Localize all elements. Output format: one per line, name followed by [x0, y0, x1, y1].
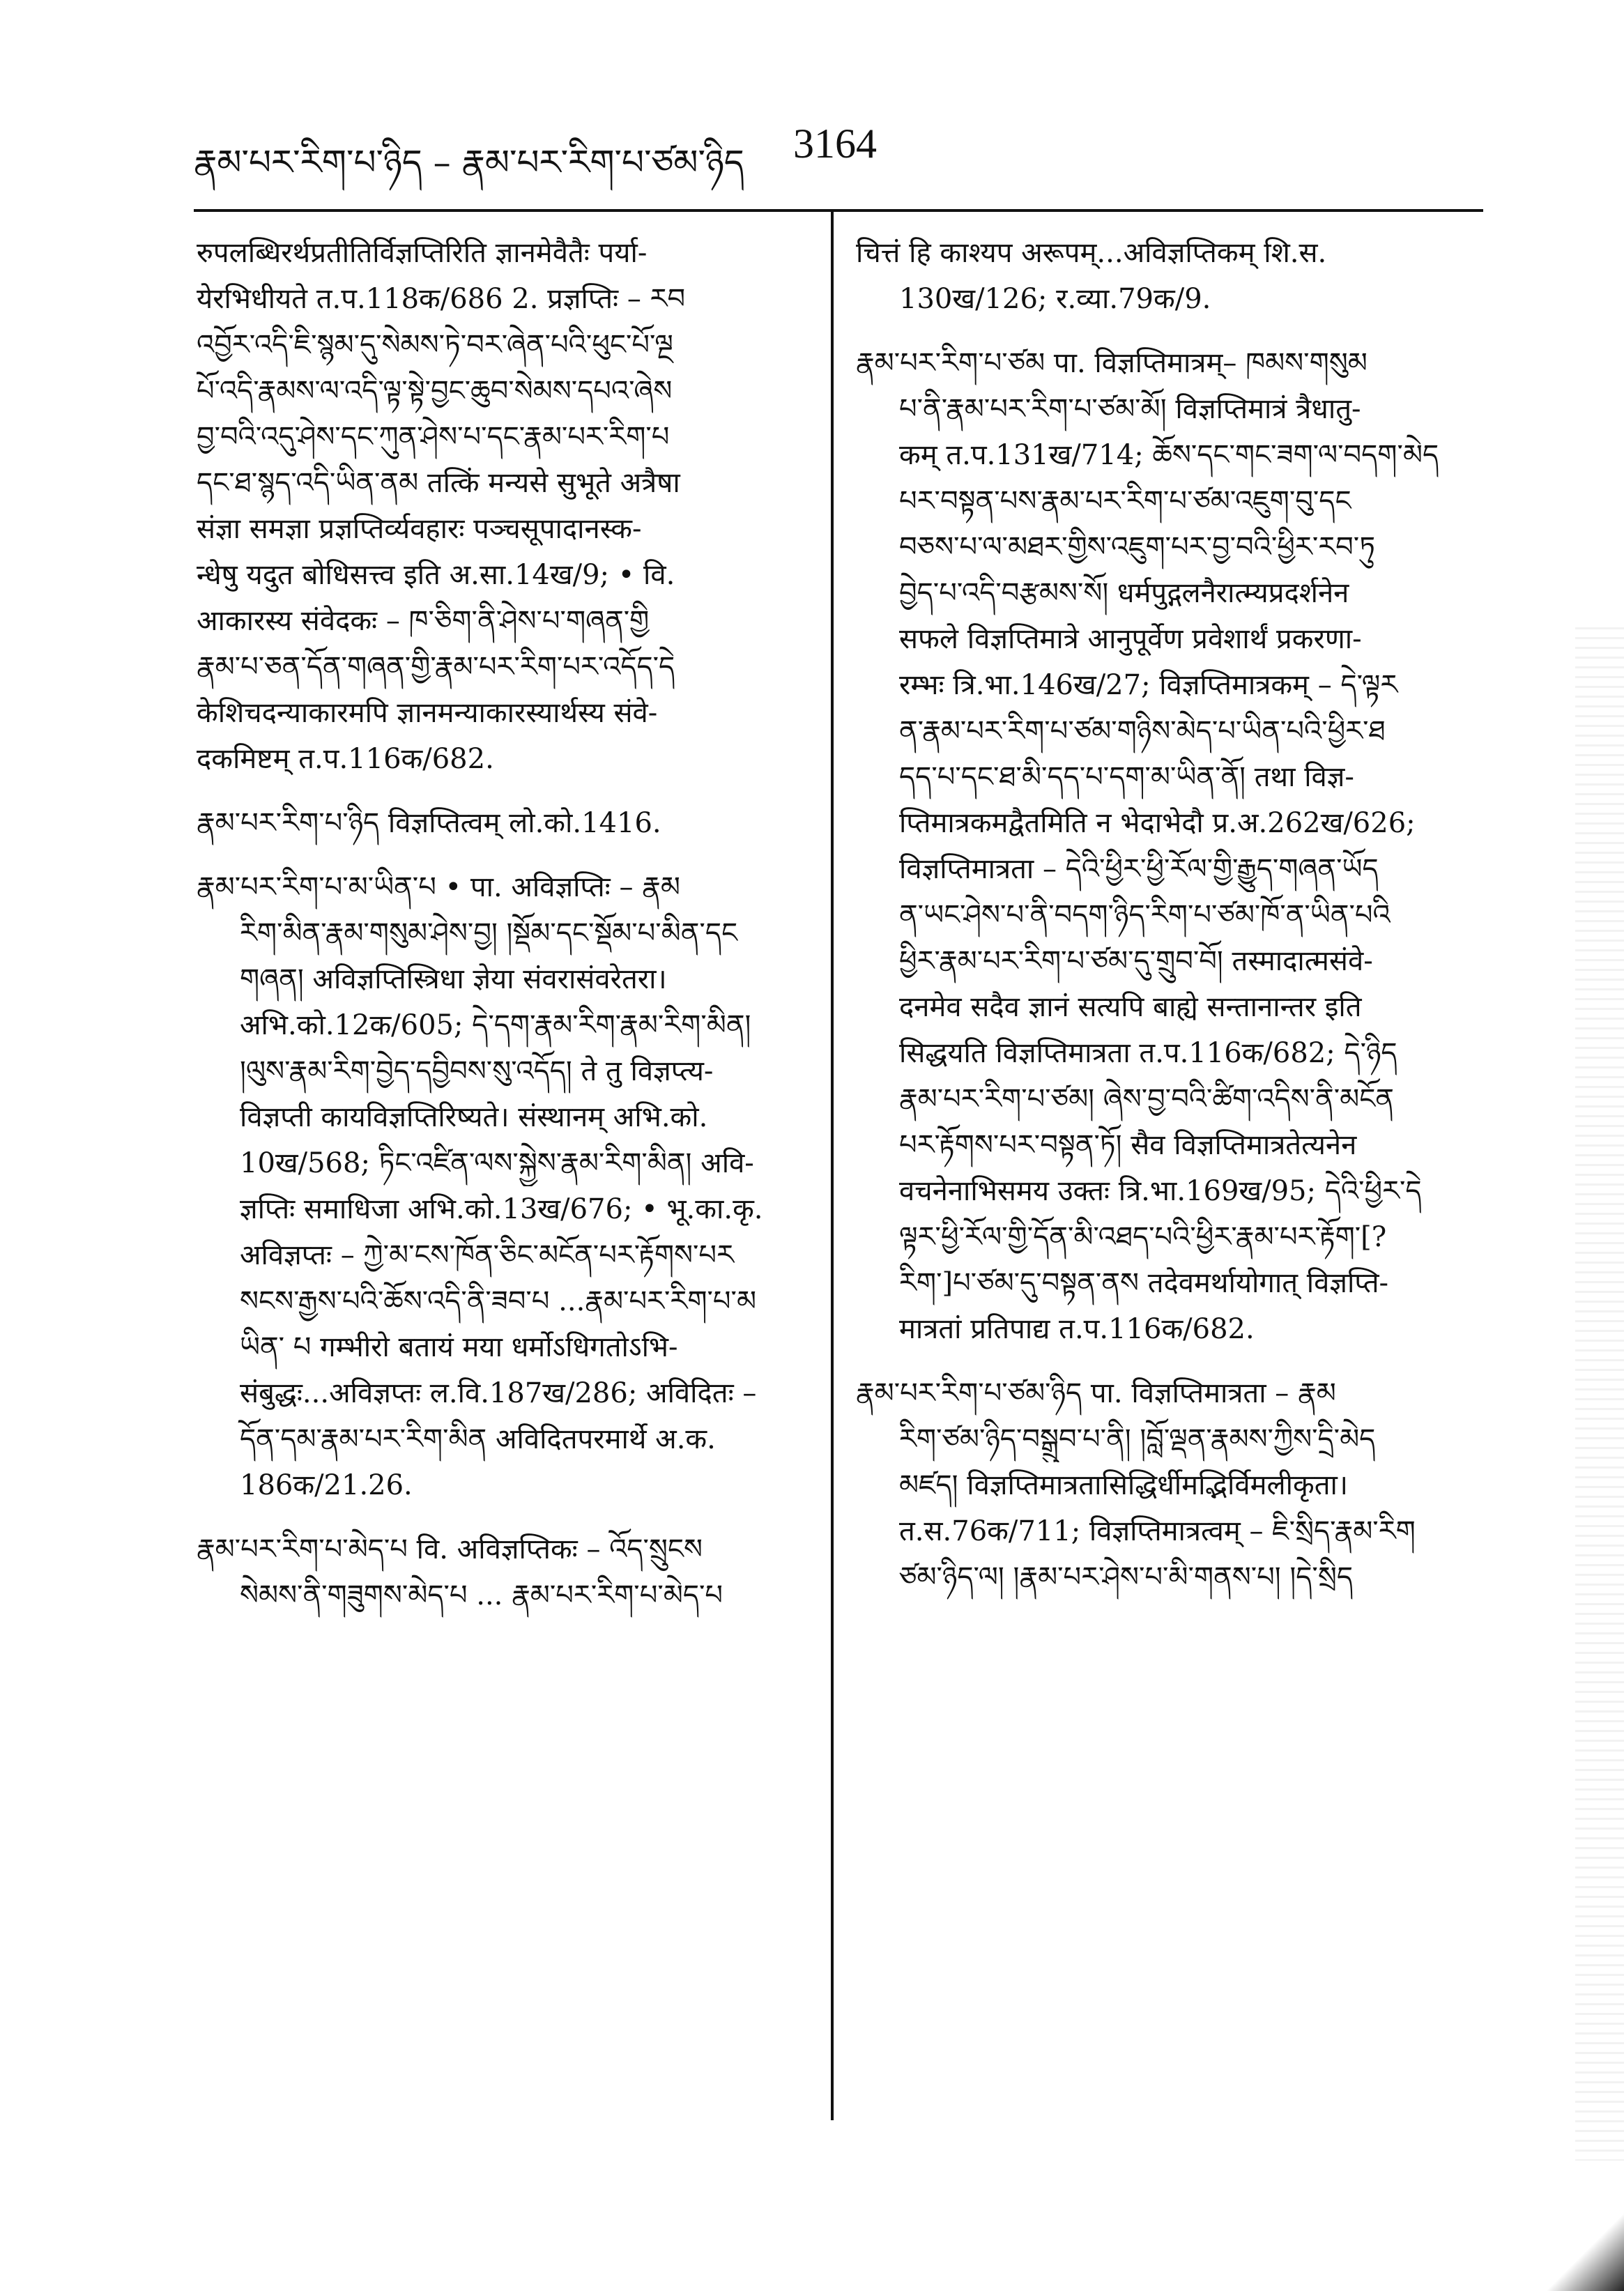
entry-line: ཙམ་ཉིད་ལ། །རྣམ་པར་ཤེས་པ་མི་གནས་པ། །དེ་སྲིད — [899, 1561, 1353, 1593]
dictionary-entry — [856, 1370, 1483, 1600]
entry-line: दनमेव सदैव ज्ञानं सत्यपि बाह्ये सन्तानान्तर इति — [899, 991, 1362, 1023]
page-number: 3164 — [793, 121, 877, 167]
entry-line: संबुद्धः...अविज्ञप्तः ल.वि.187ख/286; अविदितः – — [240, 1377, 757, 1409]
entry-line: वचनेनाभिसमय उक्तः त्रि.भा.169ख/95; དེའི་ཕྱིར་དེ — [899, 1175, 1422, 1207]
entry-line: 186क/21.26. — [240, 1469, 413, 1501]
entry-line: རྣམ་པ་ཅན་དོན་གཞན་གྱི་རྣམ་པར་རིག་པར་འདོད་དེ — [197, 651, 675, 683]
entry-line: རིག་]པ་ཙམ་དུ་བསྟན་ནས तदेवमर्थायोगात् विज्ञप्ति- — [899, 1267, 1389, 1299]
entry-line: རྣམ་པར་རིག་པ་མེད་པ वि. अविज्ञप्तिकः – འོད་སྲུངས — [197, 1533, 703, 1565]
column-divider — [831, 210, 834, 2120]
entry-line: रम्भः त्रि.भा.146ख/27; विज्ञप्तिमात्रकम् – དེ་ལྟར — [899, 669, 1398, 701]
entry-line: न्धेषु यदुत बोधिसत्त्व इति अ.सा.14ख/9; • वि. — [197, 559, 675, 591]
entry-line: रुपलब्धिरर्थप्रतीतिर्विज्ञप्तिरिति ज्ञानमेवैतैः पर्या- — [197, 237, 648, 269]
entry-line: བྱེད་པ་འདི་བརྩམས་སོ། धर्मपुद्गलनैरात्म्यप्रदर्शनेन — [899, 577, 1349, 609]
entry-line: ལྟར་ཕྱི་རོལ་གྱི་དོན་མི་འཐད་པའི་ཕྱིར་རྣམ་པར་རྟོག་[? — [899, 1221, 1387, 1253]
scan-edge-noise — [1575, 627, 1624, 2161]
entry-line: सिद्धयति विज्ञप्तिमात्रता त.प.116क/682; དེ་ཉིད — [899, 1037, 1397, 1069]
entry-line: དད་པ་དང་ཐ་མི་དད་པ་དག་མ་ཡིན་ནོ། तथा विज्ञ- — [899, 761, 1354, 793]
dictionary-entry — [197, 864, 810, 1508]
entry-line: दकमिष्टम् त.प.116क/682. — [197, 743, 494, 775]
entry-line: རྣམ་པར་རིག་པ་ཙམ། ཞེས་བྱ་བའི་ཚིག་འདིས་ནི་མངོན — [899, 1083, 1394, 1115]
scan-corner-shadow — [1526, 2193, 1624, 2291]
entry-line: པ་ནི་རྣམ་པར་རིག་པ་ཙམ་མོ། विज्ञप्तिमात्रं त्रैधातु- — [899, 393, 1361, 425]
entry-line: सफले विज्ञप्तिमात्रे आनुपूर्वेण प्रवेशार्थं प्रकरणा- — [899, 623, 1362, 655]
entry-line: གཞན། अविज्ञप्तिस्त्रिधा ज्ञेया संवरासंवरेतरा। — [240, 963, 667, 995]
entry-line: मात्रतां प्रतिपाद्य त.प.116क/682. — [899, 1313, 1255, 1345]
entry-line: ན་རྣམ་པར་རིག་པ་ཙམ་གཉིས་མེད་པ་ཡིན་པའི་ཕྱིར་ཐ — [899, 715, 1386, 747]
entry-line: འབྱོར་འདི་ཇི་སྙམ་དུ་སེམས་ཏེ་བར་ཞེན་པའི་ཕུང་པོ་ལྔ — [197, 329, 673, 361]
entry-line: अविज्ञप्तः – ཀྱེ་མ་ངས་ཁོན་ཅིང་མངོན་པར་རྟོགས་པར — [240, 1239, 734, 1271]
entry-line: རྣམ་པར་རིག་པ་ཉིད विज्ञप्तित्वम् लो.को.1416. — [197, 807, 661, 839]
entry-line: प्तिमात्रकमद्वैतमिति न भेदाभेदौ प्र.अ.262ख/626; — [899, 807, 1416, 839]
page-header — [194, 110, 1483, 194]
entry-line: པར་རྟོགས་པར་བསྟན་ཏོ། सैव विज्ञप्तिमात्रतेत्यनेन — [899, 1129, 1357, 1161]
left-column — [197, 230, 810, 2126]
dictionary-entry — [856, 230, 1483, 322]
right-column — [856, 230, 1483, 2126]
entry-line: ज्ञप्तिः समाधिजा अभि.को.13ख/676; • भू.का.कृ. — [240, 1193, 763, 1225]
entry-line: येरभिधीयते त.प.118क/686 2. प्रज्ञप्तिः – རབ — [197, 283, 686, 315]
dictionary-entry — [197, 230, 810, 782]
entry-line: त.स.76क/711; विज्ञप्तिमात्रत्वम् – ཇི་སྲིད་རྣམ་རིག — [899, 1515, 1416, 1547]
dictionary-entry — [197, 1526, 810, 1618]
entry-line: རྣམ་པར་རིག་པ་ཙམ་ཉིད पा. विज्ञप्तिमात्रता – རྣམ — [856, 1377, 1336, 1409]
running-head: རྣམ་པར་རིག་པ་ཉིད – རྣམ་པར་རིག་པ་ཙམ་ཉིད — [194, 142, 744, 183]
entry-line: 10ख/568; ཏིང་འཛིན་ལས་སྐྱེས་རྣམ་རིག་མིན། अवि- — [240, 1147, 754, 1179]
entry-line: विज्ञप्तिमात्रता – དེའི་ཕྱིར་ཕྱི་རོལ་གྱི་རྒྱུད་གཞན་ཡོད — [899, 853, 1379, 885]
dictionary-entry — [197, 800, 810, 846]
entry-line: མཛད། विज्ञप्तिमात्रतासिद्धिर्धीमद्भिर्विमलीकृता। — [899, 1469, 1349, 1501]
entry-line: དང་ཐ་སྙད་འདི་ཡིན་ནམ तत्किं मन्यसे सुभूते अत्रैषा — [197, 467, 680, 499]
entry-line: कम् त.प.131ख/714; ཆོས་དང་གང་ཟག་ལ་བདག་མེད — [899, 439, 1439, 471]
entry-line: आकारस्य संवेदकः – ཁ་ཅིག་ནི་ཤེས་པ་གཞན་གྱི — [197, 605, 650, 637]
entry-line: ཡིན་ པ गम्भीरो बतायं मया धर्मोऽधिगतोऽभि- — [240, 1331, 678, 1363]
entry-line: སངས་རྒྱས་པའི་ཆོས་འདི་ནི་ཟབ་པ ...རྣམ་པར་རིག་པ་མ — [240, 1285, 757, 1317]
entry-line: केशिचदन्याकारमपि ज्ञानमन्याकारस्यार्थस्य संवे- — [197, 697, 658, 729]
entry-line: विज्ञप्ती कायविज्ञप्तिरिष्यते। संस्थानम् अभि.को. — [240, 1101, 708, 1133]
entry-line: བྱ་བའི་འདུ་ཤེས་དང་ཀུན་ཤེས་པ་དང་རྣམ་པར་རིག་པ — [197, 421, 670, 453]
entry-line: པོ་འདི་རྣམས་ལ་འདི་ལྟ་སྟེ་བྱང་ཆུབ་སེམས་དཔའ་ཞེས — [197, 375, 673, 407]
entry-line: རིག་མིན་རྣམ་གསུམ་ཤེས་བྱ། །སྡོམ་དང་སྡོམ་པ་མིན་དང — [240, 917, 738, 949]
entry-line: །ལུས་རྣམ་རིག་བྱེད་དབྱིབས་སུ་འདོད། ते तु विज्ञप्त्य- — [240, 1055, 714, 1087]
entry-line: ཕྱིར་རྣམ་པར་རིག་པ་ཙམ་དུ་གྲུབ་བོ། तस्मादात्मसंवे- — [899, 945, 1373, 977]
entry-line: རྣམ་པར་རིག་པ་ཙམ पा. विज्ञप्तिमात्रम्– ཁམས་གསུམ — [856, 347, 1368, 379]
entry-line: བཅས་པ་ལ་མཐར་གྱིས་འཇུག་པར་བྱ་བའི་ཕྱིར་རབ་ཏུ — [899, 531, 1375, 563]
dictionary-entry — [856, 340, 1483, 1352]
entry-line: ན་ཡང་ཤེས་པ་ནི་བདག་ཉིད་རིག་པ་ཙམ་ཁོ་ན་ཡིན་པའི — [899, 899, 1391, 931]
header-rule — [194, 209, 1483, 212]
entry-line: अभि.को.12क/605; དེ་དག་རྣམ་རིག་རྣམ་རིག་མིན། — [240, 1009, 751, 1041]
entry-line: རྣམ་པར་རིག་པ་མ་ཡིན་པ • पा. अविज्ञप्तिः – རྣམ — [197, 871, 680, 903]
entry-line: संज्ञा समज्ञा प्रज्ञप्तिर्व्यवहारः पञ्चसूपादानस्क- — [197, 513, 642, 545]
entry-line: 130ख/126; र.व्या.79क/9. — [899, 283, 1211, 315]
entry-line: པར་བསྟན་པས་རྣམ་པར་རིག་པ་ཙམ་འཇུག་བུ་དང — [899, 485, 1351, 517]
entry-line: རིག་ཙམ་ཉིད་བསྒྲུབ་པ་ནི། །བློ་ལྡན་རྣམས་ཀྱིས་དྲི་མེད — [899, 1423, 1376, 1455]
entry-line: སེམས་ནི་གཟུགས་མེད་པ ... རྣམ་པར་རིག་པ་མེད་པ — [240, 1579, 723, 1611]
entry-line: चित्तं हि काश्यप अरूपम्...अविज्ञप्तिकम् शि.स. — [856, 237, 1327, 269]
entry-line: དོན་དམ་རྣམ་པར་རིག་མིན अविदितपरमार्थे अ.क. — [240, 1423, 716, 1455]
